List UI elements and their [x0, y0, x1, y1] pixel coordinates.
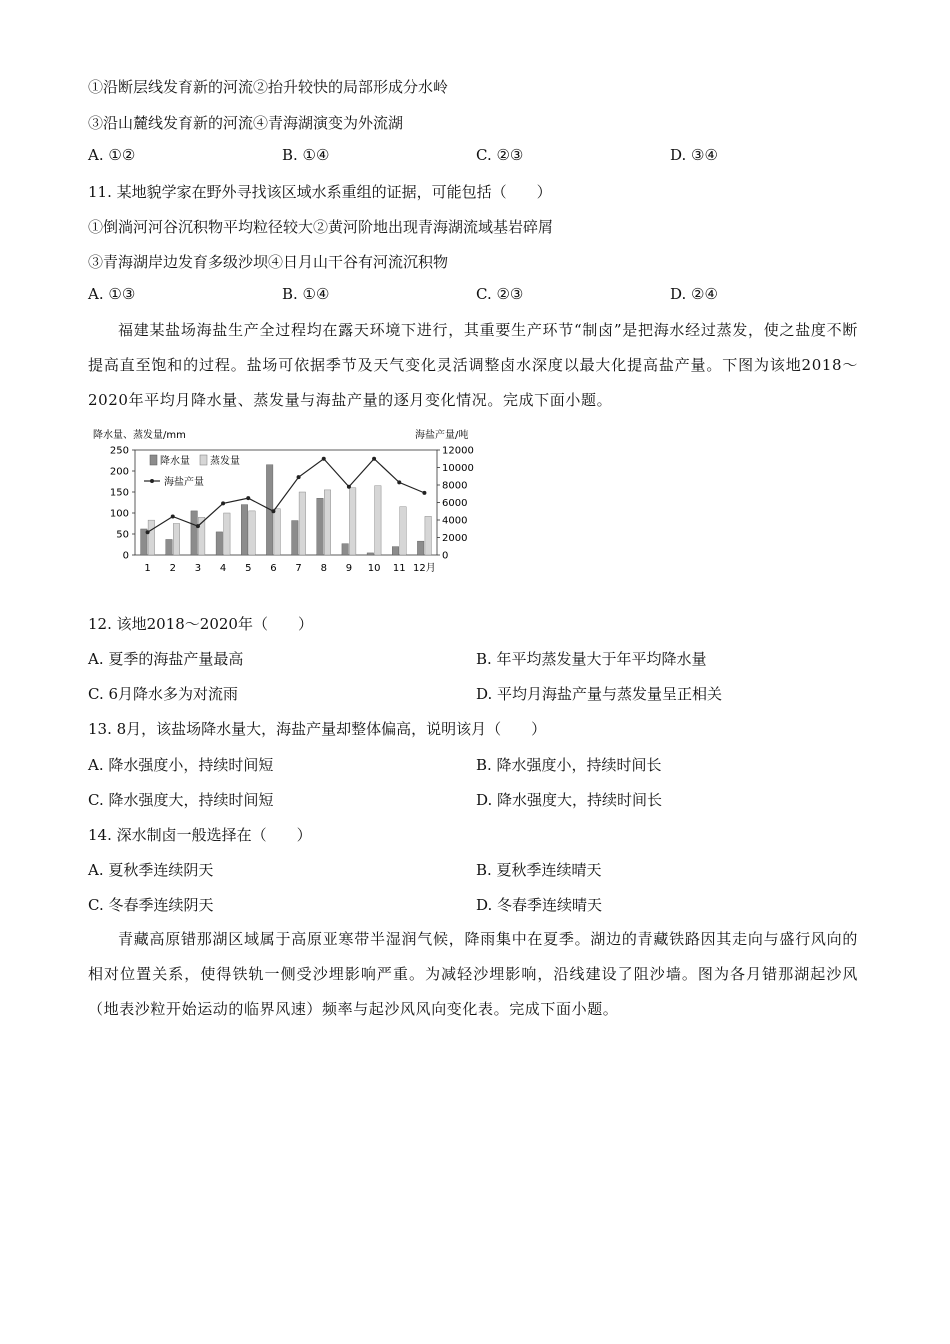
chart-bar-rain	[216, 532, 223, 555]
legend-evap-swatch	[200, 455, 207, 465]
chart-bar-rain	[417, 541, 424, 555]
chart-ytick-left-label: 200	[109, 466, 129, 478]
q12-option-a: A. 夏季的海盐产量最高	[88, 650, 244, 668]
q10-statement-line1: ①沿断层线发育新的河流②抬升较快的局部形成分水岭	[88, 78, 449, 96]
legend-rain-swatch	[150, 455, 157, 465]
q13-option-c: C. 降水强度大，持续时间短	[88, 791, 274, 809]
chart-xtick-label: 11	[392, 563, 406, 574]
chart-point-salt	[297, 475, 301, 479]
chart-bar-evap	[224, 513, 231, 555]
q11-statement-line1: ①倒淌河河谷沉积物平均粒径较大②黄河阶地出现青海湖流域基岩碎屑	[88, 218, 554, 236]
chart-ytick-right-label: 12000	[442, 445, 474, 457]
chart-xtick-label: 4	[219, 563, 227, 574]
q14-option-b: B. 夏秋季连续晴天	[476, 861, 602, 879]
chart-bar-rain	[317, 498, 324, 555]
chart-ytick-right-label: 2000	[442, 533, 468, 544]
q14-option-a: A. 夏秋季连续阴天	[88, 861, 214, 879]
chart-line-salt	[148, 459, 425, 533]
q13-option-b: B. 降水强度小，持续时间长	[476, 756, 662, 774]
q10-option-b: B. ①④	[282, 146, 330, 164]
chart-point-salt	[347, 485, 351, 489]
q11-option-d: D. ②④	[670, 285, 718, 303]
passage-cona-lake: 青藏高原错那湖区域属于高原亚寒带半湿润气候，降雨集中在夏季。湖边的青藏铁路因其走向与盛行风向的相对位置关系，使得铁轨一侧受沙埋影响严重。为减轻沙埋影响，沿线建设了阻沙墙。图为各月错那湖起沙风（地表沙粒开始运动的临界风速）频率与起沙风风向变化表。完成下面小题。	[88, 930, 858, 1018]
chart-ytick-right-label: 4000	[442, 515, 468, 527]
chart-bar-evap	[400, 507, 407, 555]
chart-bar-evap	[375, 486, 382, 555]
chart-bar-evap	[173, 524, 180, 556]
chart-point-salt	[146, 530, 150, 534]
chart-point-salt	[372, 457, 376, 461]
q11-option-c: C. ②③	[476, 285, 524, 303]
chart-xtick-label: 9	[345, 563, 353, 574]
chart-bar-evap	[425, 516, 432, 555]
chart-xtick-label: 10	[367, 563, 381, 574]
chart-bar-rain	[367, 553, 374, 555]
chart-ytick-right-label: 8000	[442, 480, 468, 492]
chart-point-salt	[422, 491, 426, 495]
chart-point-salt	[322, 457, 326, 461]
q10-option-c: C. ②③	[476, 146, 524, 164]
chart-bar-rain	[292, 521, 299, 555]
q11-statement-line2: ③青海湖岸边发育多级沙坝④日月山干谷有河流沉积物	[88, 253, 449, 271]
chart-bar-evap	[299, 492, 306, 555]
chart-ytick-left-label: 150	[109, 487, 129, 499]
chart-bar-rain	[241, 505, 248, 555]
passage-salt-field: 福建某盐场海盐生产全过程均在露天环境下进行，其重要生产环节“制卤”是把海水经过蒸发，使之盐度不断提高直至饱和的过程。盐场可依据季节及天气变化灵活调整卤水深度以最大化提高盐产量。下图为该地2018～2020年平均月降水量、蒸发量与海盐产量的逐月变化情况。完成下面小题。	[88, 321, 858, 409]
chart-point-salt	[171, 515, 175, 519]
chart-ytick-right-label: 6000	[442, 498, 468, 509]
chart-ytick-left-label: 0	[122, 550, 129, 562]
legend-salt-marker	[150, 479, 154, 483]
q11-stem: 11. 某地貌学家在野外寻找该区域水系重组的证据，可能包括（ ）	[88, 183, 552, 201]
chart-point-salt	[221, 501, 225, 505]
legend-rain-label: 降水量	[160, 456, 190, 467]
chart-bar-rain	[166, 539, 173, 555]
q14-option-c: C. 冬春季连续阴天	[88, 896, 214, 914]
chart-xtick-label: 5	[245, 563, 252, 574]
q14-stem: 14. 深水制卤一般选择在（ ）	[88, 826, 312, 844]
chart-point-salt	[397, 480, 401, 484]
q12-stem: 12. 该地2018～2020年（ ）	[88, 615, 313, 633]
q11-option-a: A. ①③	[88, 285, 136, 303]
chart-bar-rain	[191, 511, 198, 555]
chart-ylabel-left: 降水量、蒸发量/mm	[93, 430, 186, 441]
chart-xtick-label: 8	[320, 563, 327, 574]
chart-bar-evap	[349, 488, 356, 555]
chart-bar-evap	[274, 509, 281, 555]
chart-ytick-left-label: 50	[116, 529, 129, 541]
chart-bar-rain	[342, 544, 349, 555]
chart-xtick-label: 7	[295, 563, 302, 574]
q13-option-d: D. 降水强度大，持续时间长	[476, 791, 663, 809]
salt-chart	[88, 428, 488, 583]
q10-option-a: A. ①②	[88, 146, 136, 164]
chart-bar-rain	[392, 547, 399, 555]
q12-option-b: B. 年平均蒸发量大于年平均降水量	[476, 650, 707, 668]
chart-ylabel-right: 海盐产量/吨	[415, 430, 469, 441]
chart-xtick-label: 6	[270, 563, 277, 574]
chart-ytick-left-label: 100	[109, 508, 129, 520]
q10-option-d: D. ③④	[670, 146, 718, 164]
chart-xtick-label: 12月	[413, 563, 436, 574]
chart-ytick-left-label: 250	[109, 445, 129, 457]
chart-bar-evap	[324, 490, 331, 555]
q11-option-b: B. ①④	[282, 285, 330, 303]
chart-xtick-label: 3	[194, 563, 202, 574]
chart-ytick-right-label: 10000	[442, 463, 474, 474]
chart-ytick-right-label: 0	[442, 550, 449, 562]
q12-option-c: C. 6月降水多为对流雨	[88, 685, 239, 703]
legend-evap-label: 蒸发量	[210, 456, 240, 467]
q13-stem: 13. 8月，该盐场降水量大，海盐产量却整体偏高，说明该月（ ）	[88, 720, 547, 738]
chart-point-salt	[271, 509, 275, 513]
chart-point-salt	[196, 524, 200, 528]
chart-point-salt	[246, 496, 250, 500]
chart-xtick-label: 1	[144, 563, 151, 574]
q14-option-d: D. 冬春季连续晴天	[476, 896, 603, 914]
legend-salt-label: 海盐产量	[164, 477, 204, 488]
chart-bar-evap	[148, 520, 155, 555]
chart-xtick-label: 2	[169, 563, 176, 574]
chart-bar-evap	[249, 511, 256, 555]
q12-option-d: D. 平均月海盐产量与蒸发量呈正相关	[476, 685, 723, 703]
q13-option-a: A. 降水强度小，持续时间短	[88, 756, 274, 774]
q10-statement-line2: ③沿山麓线发育新的河流④青海湖演变为外流湖	[88, 114, 404, 132]
